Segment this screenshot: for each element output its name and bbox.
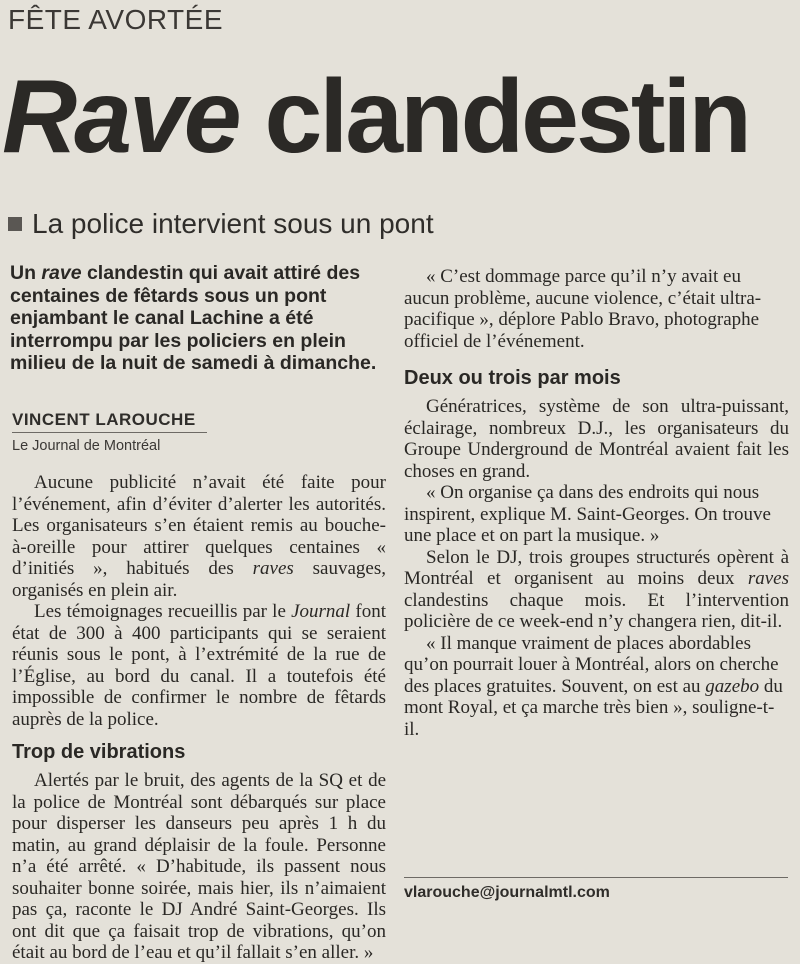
column-left [12,472,386,964]
kicker: FÊTE AVORTÉE [8,4,224,35]
section-heading: Deux ou trois par mois [404,367,621,389]
paragraph: « C’est dommage parce qu’il n’y avait eu aucun problème, aucune violence, c’était ultra-pacifique », déplore Pablo Bravo, photographe officiel de l’événement. [404,266,762,352]
byline-divider [12,432,207,433]
section-heading: Trop de vibrations [12,741,186,763]
headline-word: clandestin [264,59,749,175]
outlet-name: Le Journal de Montréal [12,438,161,454]
byline: VINCENT LAROUCHE [12,410,196,429]
column-right [404,266,789,740]
author-email: vlarouche@journalmtl.com [404,884,610,901]
subhead-text: La police intervient sous un pont [32,208,434,239]
paragraph: « Il manque vraiment de places abordables qu’on pourrait louer à Montréal, alors on cherche des places gratuites. Souvent, on est au gazebo du mont Royal, et ça marche très bien », souligne-t-il. [404,632,783,740]
lede [10,262,382,375]
lede-text: Un [10,262,42,284]
paragraph: Alertés par le bruit, des agents de la SQ et de la police de Montréal sont débarqués sur place pour disperser les danseurs peu après 1 h du matin, au grand déplaisir de la foule. Personne n’a été arrêté. « D’habitude, ils passent nous souhaiter bonne soirée, mais hier, ils n’aimaient pas ça, raconte le DJ André Saint-Georges. Ils ont dit que ça faisait trop de vibrations, qu’on était au bord de l’eau et qu’il fallait s’en aller. » [12,770,386,963]
paragraph: Les témoignages recueillis par le Journal font état de 300 à 400 participants qui se seraient réunis sous le pont, à l’extrémité de la rue de l’Église, au bord du canal. Il a toutefois été impossible de confirmer le nombre de fêtards auprès de la police. [12,601,386,730]
headline-italic-word: Rave [2,59,239,175]
lede-italic: rave [41,262,82,284]
bullet-square-icon [8,217,22,231]
lede-text: clandestin qui avait attiré des centaines de fêtards sous un pont enjambant le canal Lachine a été interrompu par les policiers en plein milieu de la nuit de samedi à dimanche. [10,262,377,374]
paragraph: Génératrices, système de son ultra-puissant, éclairage, nombreux D.J., les organisateurs du Groupe Underground de Montréal avaient fait les choses en grand. [404,396,789,482]
paragraph: Aucune publicité n’avait été faite pour l’événement, afin d’éviter d’alerter les autorités. Les organisateurs s’en étaient remis au bouche-à-oreille pour attirer quelques centaines « d’initiés », habitués des raves sauvages, organisés en plein air. [12,472,386,601]
paragraph: « On organise ça dans des endroits qui nous inspirent, explique M. Saint-Georges. On trouve une place et on part la musique. » [404,482,771,546]
email-divider [404,877,788,878]
subhead [8,208,434,240]
paragraph: Selon le DJ, trois groupes structurés opèrent à Montréal et organisent au moins deux raves clandestins chaque mois. Et l’intervention policière de ce week-end n’y changera rien, dit-il. [404,546,789,632]
headline [2,58,749,176]
